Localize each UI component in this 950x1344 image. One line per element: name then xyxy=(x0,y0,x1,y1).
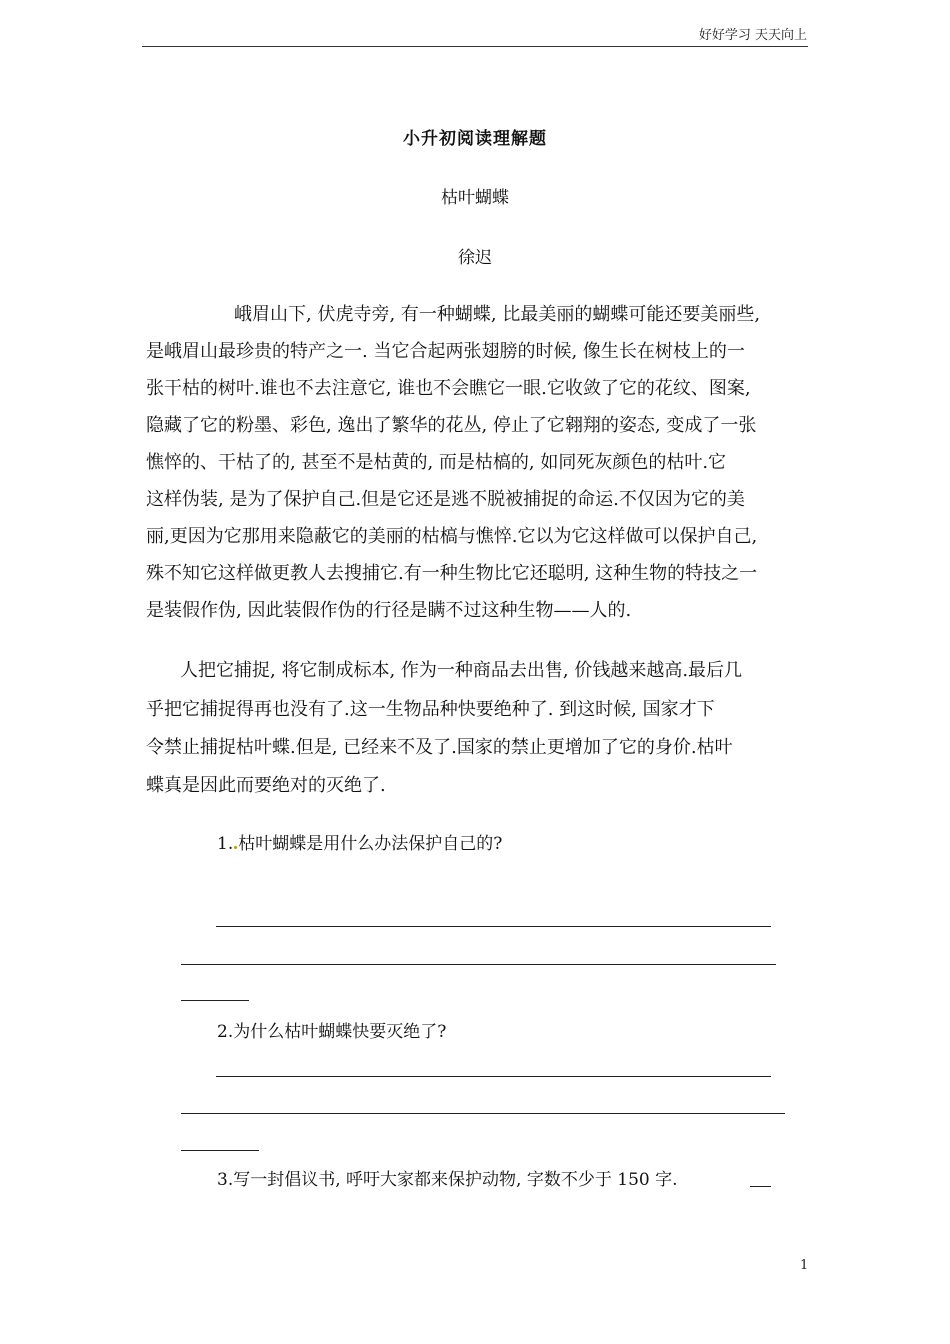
question-text: 枯叶蝴蝶是用什么办法保护自己的? xyxy=(238,834,503,854)
answer-line[interactable] xyxy=(181,1113,785,1114)
article-title: 枯叶蝴蝶 xyxy=(441,188,509,208)
paragraph2-line: 人把它捕捉, 将它制成标本, 作为一种商品去出售, 价钱越来越高.最后几 xyxy=(180,660,743,681)
question-text: 为什么枯叶蝴蝶快要灭绝了? xyxy=(233,1022,447,1042)
paragraph1-line: 殊不知它这样做更教人去搜捕它.有一种生物比它还聪明, 这种生物的特技之一 xyxy=(146,563,758,584)
answer-line[interactable] xyxy=(181,1150,259,1151)
paragraph1-line: 张干枯的树叶.谁也不去注意它, 谁也不会瞧它一眼.它收敛了它的花纹、图案, xyxy=(146,378,751,399)
header-divider xyxy=(142,46,808,47)
answer-line[interactable] xyxy=(181,964,776,965)
answer-line[interactable] xyxy=(181,1000,249,1001)
paragraph1-line: 隐藏了它的粉墨、彩色, 逸出了繁华的花丛, 停止了它翱翔的姿态, 变成了一张 xyxy=(146,415,757,436)
paragraph1-line: 丽,更因为它那用来隐蔽它的美丽的枯槁与憔悴.它以为它这样做可以保护自己, xyxy=(146,526,758,547)
paragraph1-line: 峨眉山下, 伏虎寺旁, 有一种蝴蝶, 比最美丽的蝴蝶可能还要美丽些, xyxy=(234,304,761,325)
question-number: 3. xyxy=(217,1170,234,1190)
answer-line[interactable] xyxy=(216,1076,771,1077)
question-2 xyxy=(217,1020,446,1044)
paragraph2-line: 令禁止捕捉枯叶蝶.但是, 已经来不及了.国家的禁止更增加了它的身价.枯叶 xyxy=(146,737,733,758)
answer-line[interactable] xyxy=(216,926,771,927)
document-title: 小升初阅读理解题 xyxy=(403,129,547,149)
paragraph1-line: 这样伪装, 是为了保护自己.但是它还是逃不脱被捕捉的命运.不仅因为它的美 xyxy=(146,489,745,510)
paragraph2-line: 乎把它捕捉得再也没有了.这一生物品种快要绝种了. 到这时候, 国家才下 xyxy=(146,699,715,720)
question-text: 写一封倡议书, 呼吁大家都来保护动物, 字数不少于 150 字. xyxy=(233,1170,678,1190)
page-number: 1 xyxy=(800,1258,809,1273)
header-motto: 好好学习 天天向上 xyxy=(698,28,807,43)
question-1 xyxy=(217,832,502,856)
paragraph1-line: 是装假作伪, 因此装假作伪的行径是瞒不过这种生物——人的. xyxy=(146,600,632,621)
paragraph1-line: 憔悴的、干枯了的, 甚至不是枯黄的, 而是枯槁的, 如同死灰颜色的枯叶.它 xyxy=(146,452,727,473)
question-number: 1. xyxy=(217,834,234,854)
mark-dot xyxy=(234,846,237,849)
article-author: 徐迟 xyxy=(458,248,492,268)
question-number: 2. xyxy=(217,1022,234,1042)
question-3 xyxy=(217,1168,678,1192)
answer-line[interactable] xyxy=(750,1186,771,1187)
paragraph2-line: 蝶真是因此而要绝对的灭绝了. xyxy=(146,775,386,796)
paragraph1-line: 是峨眉山最珍贵的特产之一. 当它合起两张翅膀的时候, 像生长在树枝上的一 xyxy=(146,341,745,362)
